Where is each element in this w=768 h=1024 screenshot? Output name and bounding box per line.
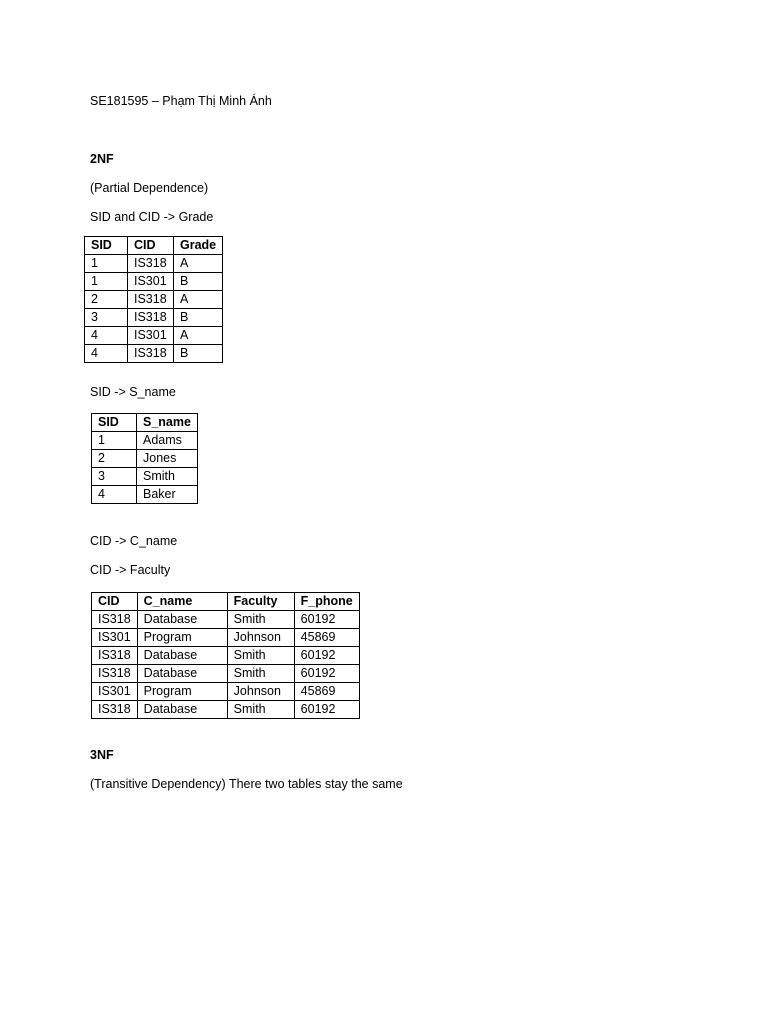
table-cell: Adams [137, 432, 198, 450]
table-cell: B [174, 273, 223, 291]
column-header: CID [128, 237, 174, 255]
table-header-row [85, 237, 223, 255]
column-header: SID [92, 414, 137, 432]
table-cell: Smith [227, 611, 294, 629]
dependency-cid-cname: CID -> C_name [90, 534, 178, 548]
column-header: S_name [137, 414, 198, 432]
table-row [92, 683, 360, 701]
column-header: CID [92, 593, 138, 611]
table-cell: 2 [92, 450, 137, 468]
table-cell: IS318 [128, 345, 174, 363]
table-cell: B [174, 309, 223, 327]
table-row [92, 432, 198, 450]
table-row [85, 291, 223, 309]
table-row [85, 273, 223, 291]
table-cell: A [174, 327, 223, 345]
table-students [91, 413, 198, 504]
table-cell: IS318 [92, 611, 138, 629]
table-row [92, 450, 198, 468]
table-row [85, 327, 223, 345]
column-header: SID [85, 237, 128, 255]
table-cell: 45869 [294, 683, 359, 701]
author-line: SE181595 – Phạm Thị Minh Ánh [90, 94, 272, 108]
table-cell: 2 [85, 291, 128, 309]
table-cell: 60192 [294, 665, 359, 683]
table-row [92, 629, 360, 647]
dependency-sid-cid-grade: SID and CID -> Grade [90, 210, 214, 224]
heading-3nf: 3NF [90, 748, 114, 762]
table-cell: IS318 [92, 701, 138, 719]
table-header-row [92, 414, 198, 432]
table-cell: 1 [92, 432, 137, 450]
table-row [85, 309, 223, 327]
dependency-cid-faculty: CID -> Faculty [90, 563, 171, 577]
table-cell: 45869 [294, 629, 359, 647]
table-cell: Database [137, 701, 227, 719]
table-cell: Smith [227, 647, 294, 665]
table-cell: Program [137, 683, 227, 701]
table-row [92, 611, 360, 629]
column-header: F_phone [294, 593, 359, 611]
note-transitive-dependency: (Transitive Dependency) There two tables stay the same [90, 777, 403, 791]
table-cell: 4 [85, 327, 128, 345]
table-cell: Smith [227, 701, 294, 719]
table-row [92, 486, 198, 504]
heading-2nf: 2NF [90, 152, 114, 166]
table-cell: IS318 [128, 255, 174, 273]
table-cell: Database [137, 647, 227, 665]
table-cell: Johnson [227, 629, 294, 647]
table-cell: 3 [85, 309, 128, 327]
table-cell: IS301 [92, 683, 138, 701]
table-cell: 3 [92, 468, 137, 486]
table-header-row [92, 593, 360, 611]
table-cell: IS318 [128, 309, 174, 327]
table-cell: 4 [92, 486, 137, 504]
table-grades [84, 236, 223, 363]
table-cell: IS301 [92, 629, 138, 647]
table-row [92, 701, 360, 719]
table-cell: Program [137, 629, 227, 647]
table-cell: Database [137, 665, 227, 683]
table-cell: Baker [137, 486, 198, 504]
table-cell: IS301 [128, 327, 174, 345]
table-cell: 4 [85, 345, 128, 363]
subtitle-partial-dependence: (Partial Dependence) [90, 181, 209, 195]
table-row [85, 255, 223, 273]
table-row [92, 468, 198, 486]
table-courses [91, 592, 360, 719]
table-cell: IS318 [92, 665, 138, 683]
table-cell: 60192 [294, 701, 359, 719]
table-cell: Smith [137, 468, 198, 486]
table-cell: 1 [85, 255, 128, 273]
table-row [85, 345, 223, 363]
table-row [92, 647, 360, 665]
table-cell: Jones [137, 450, 198, 468]
table-row [92, 665, 360, 683]
table-cell: Database [137, 611, 227, 629]
table-cell: IS318 [92, 647, 138, 665]
column-header: Grade [174, 237, 223, 255]
table-cell: A [174, 291, 223, 309]
table-cell: A [174, 255, 223, 273]
table-cell: IS301 [128, 273, 174, 291]
table-cell: Johnson [227, 683, 294, 701]
table-cell: IS318 [128, 291, 174, 309]
dependency-sid-sname: SID -> S_name [90, 385, 176, 399]
column-header: Faculty [227, 593, 294, 611]
table-cell: B [174, 345, 223, 363]
table-cell: Smith [227, 665, 294, 683]
table-cell: 60192 [294, 647, 359, 665]
table-cell: 1 [85, 273, 128, 291]
table-cell: 60192 [294, 611, 359, 629]
column-header: C_name [137, 593, 227, 611]
